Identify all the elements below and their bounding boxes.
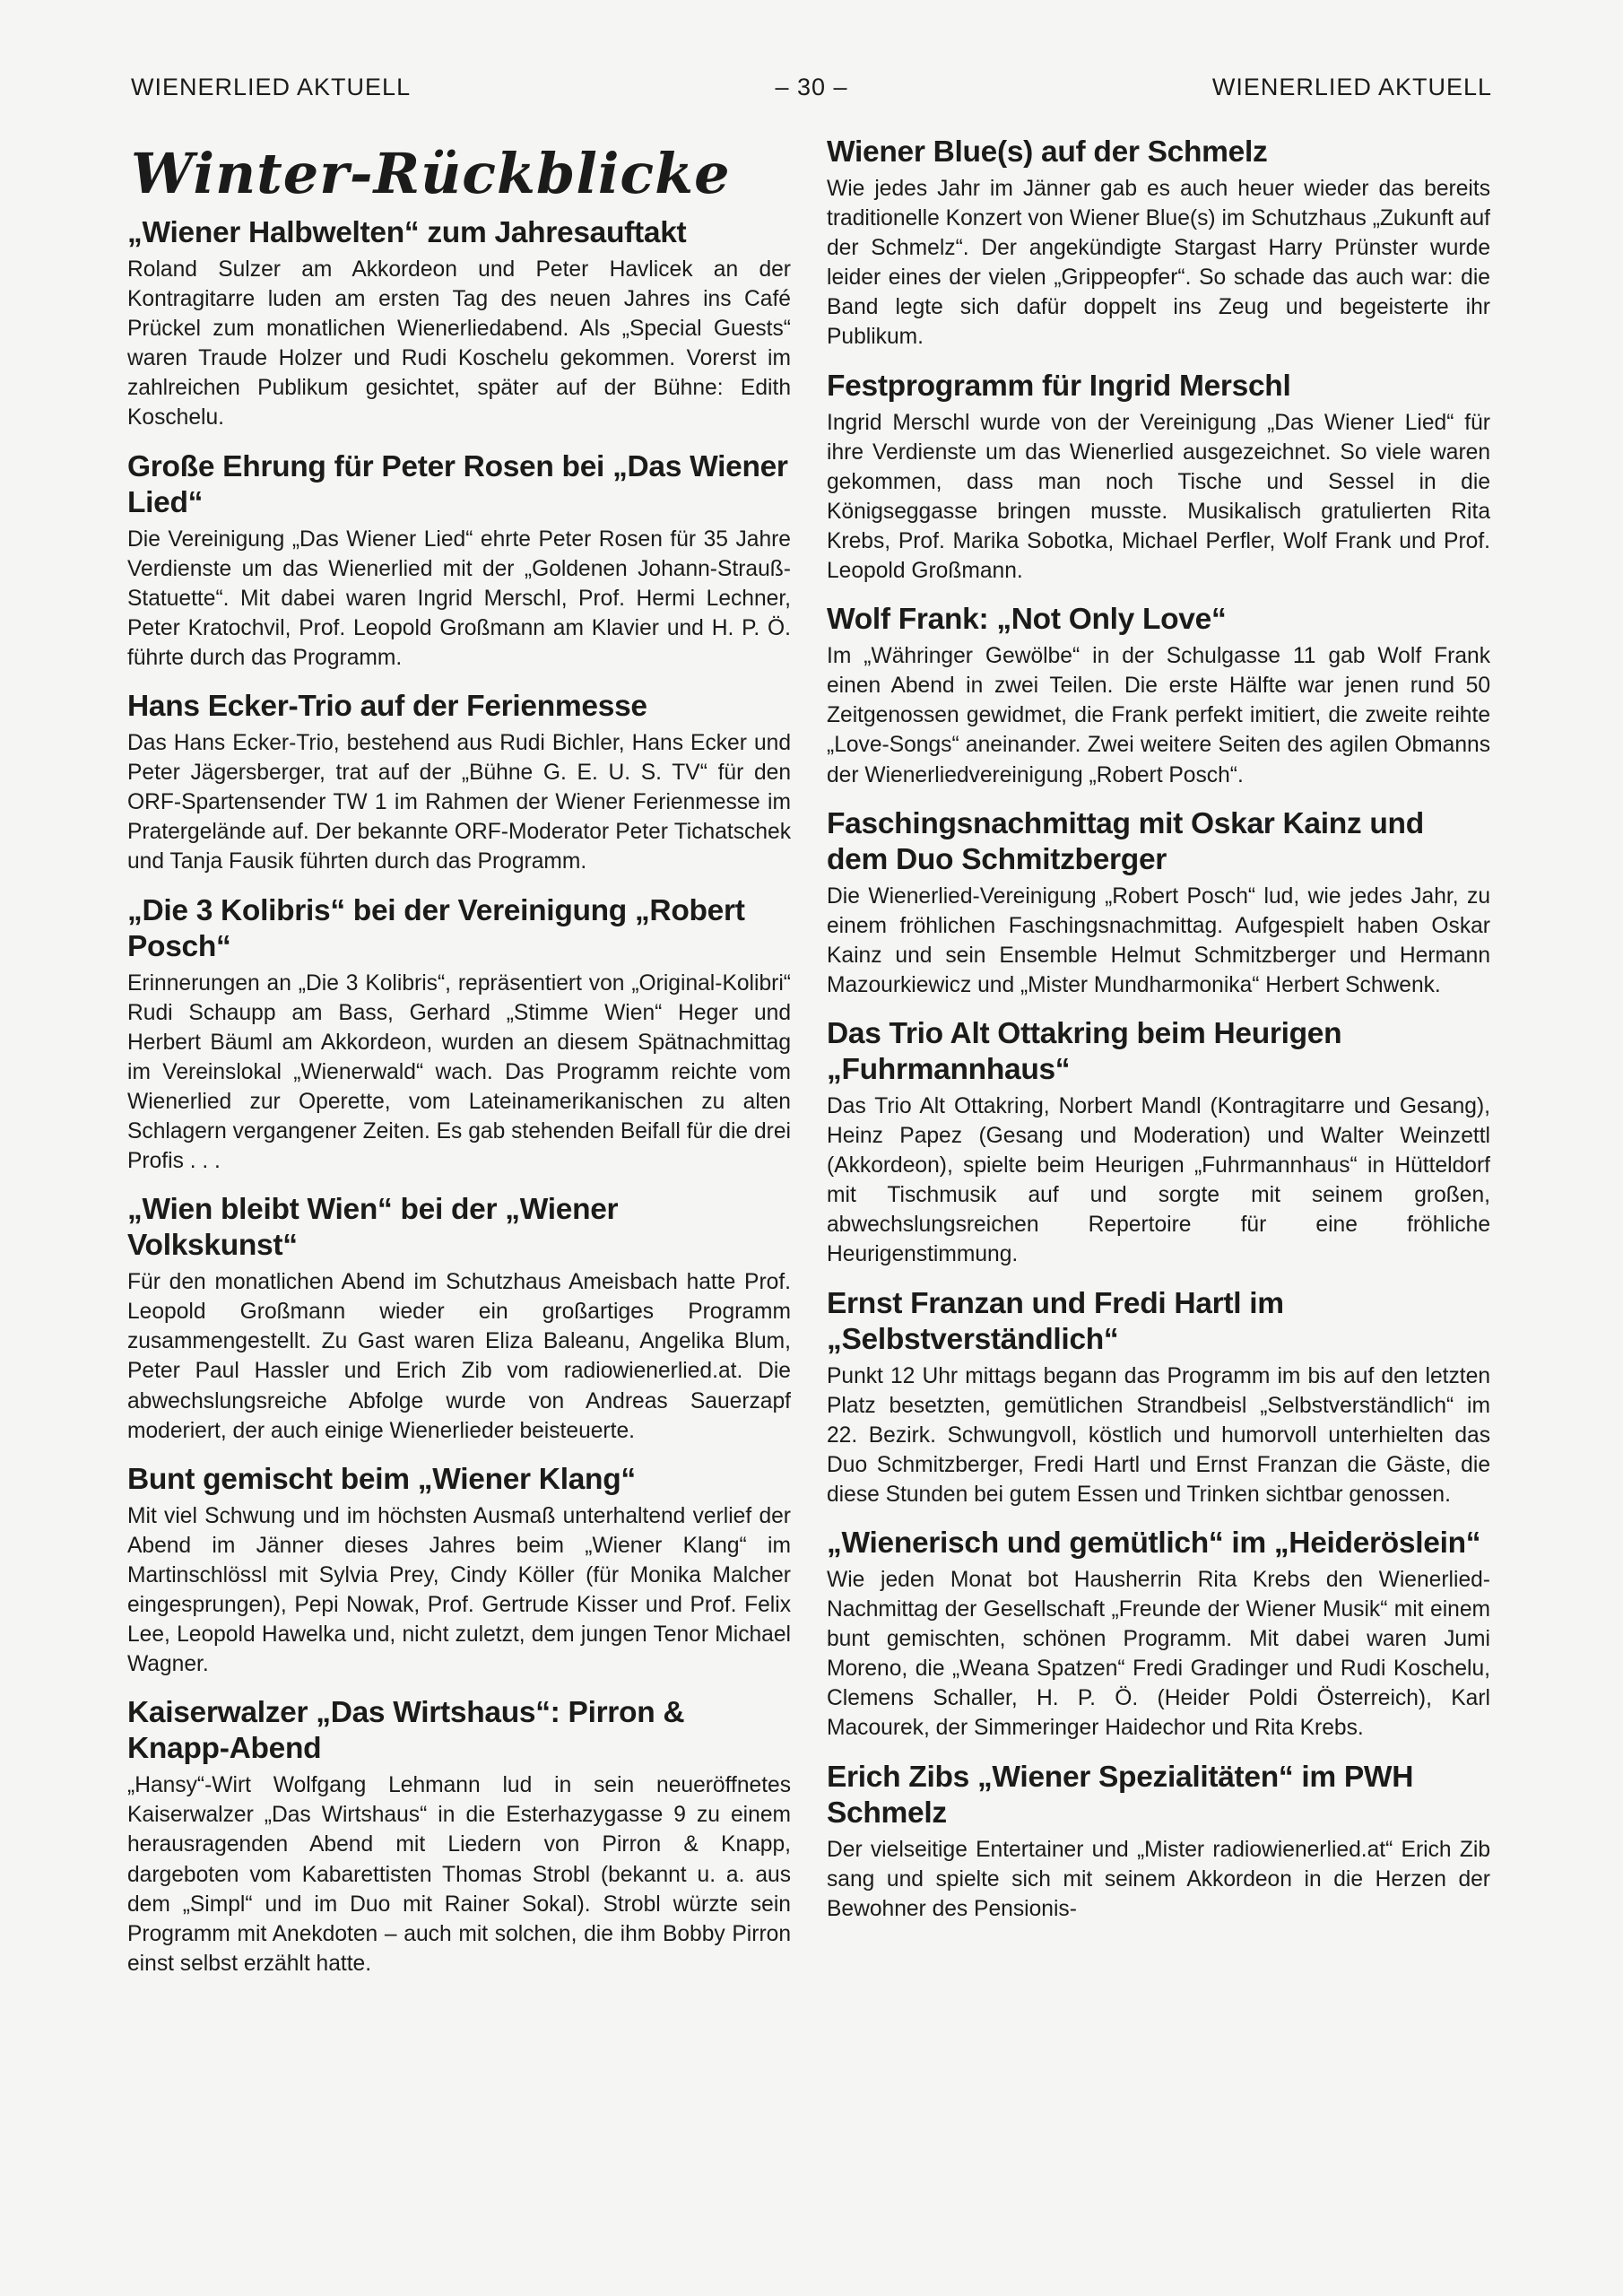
article-title: Wolf Frank: „Not Only Love“: [827, 603, 1227, 637]
article: [127, 1192, 791, 1446]
article-title: Das Trio Alt Ottakring beim Heurigen „Fuhrmannhaus“: [827, 1016, 1342, 1086]
article-title: Bunt gemischt beim „Wiener Klang“: [127, 1462, 636, 1496]
article: [827, 1016, 1490, 1270]
article-body: Ingrid Merschl wurde von der Vereinigung „Das Wiener Lied“ für ihre Verdienste um das Wienerlied ausgezeichnet. So viele waren gekommen, dass man noch Tische und Sessel in die Königseggasse bringen musste. Musikalisch gratulierten Rita Krebs, Prof. Marika Sobotka, Michael Perfler, Wolf Frank und Prof. Leopold Großmann.: [827, 410, 1490, 584]
article-body: Roland Sulzer am Akkordeon und Peter Havlicek an der Kontragitarre luden am ersten Tag des neuen Jahres ins Café Prückel zum monatlichen Wienerliedabend. Als „Special Guests“ waren Traude Holzer und Rudi Koschelu gekommen. Vorerst im zahlreichen Publikum gesichtet, später auf der Bühne: Edith Koschelu.: [127, 257, 791, 430]
article-title: Faschingsnachmittag mit Oskar Kainz und dem Duo Schmitzberger: [827, 806, 1424, 876]
article: [827, 135, 1490, 352]
article-body: Wie jeden Monat bot Hausherrin Rita Krebs den Wienerlied-Nachmittag der Gesellschaft „Freunde der Wiener Musik“ mit einem bunt gemischten, schönen Programm. Mit dabei waren Jumi Moreno, die „Weana Spatzen“ Fredi Gradinger und Rudi Koschelu, Clemens Schaller, H. P. Ö. (Heider Poldi Österreich), Karl Macourek, der Simmeringer Haidechor und Rita Krebs.: [827, 1568, 1490, 1741]
page-title: Winter-Rückblicke: [131, 141, 731, 206]
article: [127, 1695, 791, 1979]
article-body: Für den monatlichen Abend im Schutzhaus Ameisbach hatte Prof. Leopold Großmann wieder ein großartiges Programm zusammengestellt. Zu Gast waren Eliza Baleanu, Angelika Blum, Peter Paul Hassler und Erich Zib vom radiowienerlied.at. Die abwechslungsreiche Abfolge wurde von Andreas Sauerzapf moderiert, der auch einige Wienerlieder beisteuerte.: [127, 1270, 791, 1443]
right-column: [827, 135, 1490, 1940]
article-title: Festprogramm für Ingrid Merschl: [827, 369, 1291, 403]
article: [127, 1462, 791, 1680]
article: [827, 602, 1490, 789]
article-title: Kaiserwalzer „Das Wirtshaus“: Pirron & Knapp-Abend: [127, 1696, 685, 1766]
article-body: „Hansy“-Wirt Wolfgang Lehmann lud in sein neueröffnetes Kaiserwalzer „Das Wirtshaus“ in die Esterhazygasse 9 zu einem herausragenden Abend mit Liedern von Pirron & Knapp, dargeboten vom Kabarettisten Thomas Strobl (bekannt u. a. aus dem „Simpl“ und im Duo mit Rainer Sokal). Strobl würzte sein Programm mit Anekdoten – auch mit solchen, die ihm Bobby Pirron einst selbst erzählt hatte.: [127, 1773, 791, 1976]
article-body: Der vielseitige Entertainer und „Mister radiowienerlied.at“ Erich Zib sang und spielte sich mit seinem Akkordeon in die Herzen der Bewohner des Pensionis-: [827, 1837, 1490, 1921]
article-body: Punkt 12 Uhr mittags begann das Programm im bis auf den letzten Platz besetzten, gemütlichen Strandbeisl „Selbstverständlich“ im 22. Bezirk. Schwungvoll, köstlich und humorvoll unterhielten das Duo Schmitzberger, Fredi Hartl und Ernst Franzan die Gäste, die diese Stunden bei gutem Essen und Trinken sichtbar genossen.: [827, 1363, 1490, 1507]
article-title: „Wienerisch und gemütlich“ im „Heideröslein“: [827, 1526, 1481, 1560]
article-title: Große Ehrung für Peter Rosen bei „Das Wiener Lied“: [127, 449, 788, 519]
article: [827, 1286, 1490, 1509]
article: [127, 689, 791, 876]
article-title: Wiener Blue(s) auf der Schmelz: [827, 135, 1268, 169]
header-right-title: WIENERLIED AKTUELL: [1211, 74, 1492, 100]
article-body: Erinnerungen an „Die 3 Kolibris“, repräsentiert von „Original-Kolibri“ Rudi Schaupp am Bass, Gerhard „Stimme Wien“ Heger und Herbert Bäuml am Akkordeon, wurden an diesem Spätnachmittag im Vereinslokal „Wienerwald“ wach. Das Programm reichte vom Wienerlied zur Operette, vom Lateinamerikanischen zu alten Schlagern vergangener Zeiten. Es gab stehenden Beifall für die drei Profis . . .: [127, 970, 791, 1174]
article: [127, 215, 791, 433]
article-body: Die Vereinigung „Das Wiener Lied“ ehrte Peter Rosen für 35 Jahre Verdienste um das Wienerlied mit der „Goldenen Johann-Strauß-Statuette“. Mit dabei waren Ingrid Merschl, Prof. Hermi Lechner, Peter Kratochvil, Prof. Leopold Großmann am Klavier und H. P. Ö. führte durch das Programm.: [127, 526, 791, 670]
article: [827, 369, 1490, 587]
page-number: – 30 –: [775, 74, 848, 100]
article: [827, 806, 1490, 1000]
article-title: Hans Ecker-Trio auf der Ferienmesse: [127, 690, 647, 724]
header-left-title: WIENERLIED AKTUELL: [131, 74, 412, 100]
article-body: Im „Währinger Gewölbe“ in der Schulgasse 11 gab Wolf Frank einen Abend in zwei Teilen. Die erste Hälfte war jenen rund 50 Zeitgenossen gewidmet, die Frank perfekt imitiert, die zweite reihte „Love-Songs“ aneinander. Zwei weitere Seiten des agilen Obmanns der Wienerliedvereinigung „Robert Posch“.: [827, 644, 1490, 787]
article-body: Das Hans Ecker-Trio, bestehend aus Rudi Bichler, Hans Ecker und Peter Jägersberger, trat auf der „Bühne G. E. U. S. TV“ für den ORF-Spartensender TW 1 im Rahmen der Wiener Ferienmesse im Pratergelände auf. Der bekannte ORF-Moderator Peter Tichatschek und Tanja Fausik führten durch das Programm.: [127, 731, 791, 874]
article: [827, 1526, 1490, 1744]
article-title: Erich Zibs „Wiener Spezialitäten“ im PWH Schmelz: [827, 1760, 1414, 1830]
running-header: [131, 74, 1492, 109]
article: [127, 449, 791, 673]
article-body: Wie jedes Jahr im Jänner gab es auch heuer wieder das bereits traditionelle Konzert von Wiener Blue(s) im Schutzhaus „Zukunft auf der Schmelz“. Der angekündigte Stargast Harry Prünster wurde leider eines der vielen „Grippeopfer“. So schade das auch war: die Band legte sich dafür doppelt ins Zeug und begeisterte ihr Publikum.: [827, 177, 1490, 350]
left-column: [127, 135, 791, 1995]
article-body: Das Trio Alt Ottakring, Norbert Mandl (Kontragitarre und Gesang), Heinz Papez (Gesang und Moderation) und Walter Weinzettl (Akkordeon), spielte beim Heurigen „Fuhrmannhaus“ in Hütteldorf mit Tischmusik auf und sorgte mit seinem großen, abwechslungsreichen Repertoire für eine fröhliche Heurigenstimmung.: [827, 1093, 1490, 1267]
article-title: „Die 3 Kolibris“ bei der Vereinigung „Robert Posch“: [127, 893, 745, 963]
article-body: Die Wienerlied-Vereinigung „Robert Posch“ lud, wie jedes Jahr, zu einem fröhlichen Faschingsnachmittag. Aufgespielt haben Oskar Kainz und sein Ensemble Helmut Schmitzberger und Hermann Mazourkiewicz und „Mister Mundharmonika“ Herbert Schwenk.: [827, 883, 1490, 997]
article: [127, 893, 791, 1177]
article-title: „Wien bleibt Wien“ bei der „Wiener Volkskunst“: [127, 1193, 619, 1263]
article-title: „Wiener Halbwelten“ zum Jahresauftakt: [127, 216, 687, 249]
article-body: Mit viel Schwung und im höchsten Ausmaß unterhaltend verlief der Abend im Jänner dieses Jahres beim „Wiener Klang“ im Martinschlössl mit Sylvia Prey, Cindy Köller (für Monika Malcher eingesprungen), Pepi Nowak, Prof. Gertrude Kisser und Prof. Felix Lee, Leopold Hawelka und, nicht zuletzt, dem jungen Tenor Michael Wagner.: [127, 1503, 791, 1677]
article-title: Ernst Franzan und Fredi Hartl im „Selbstverständlich“: [827, 1286, 1284, 1356]
article: [827, 1760, 1490, 1924]
